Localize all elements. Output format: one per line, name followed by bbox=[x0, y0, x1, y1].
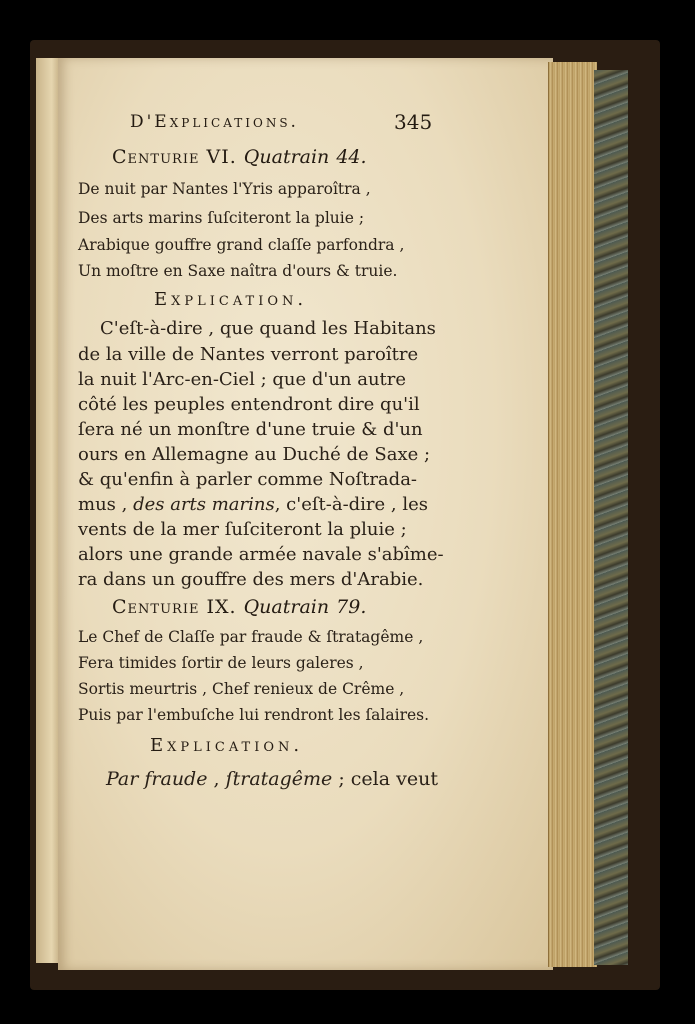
prose-line: ra dans un gouffre des mers d'Arabie. bbox=[78, 569, 424, 590]
section-heading-centurie-vi: Centurie VI. Quatrain 44. bbox=[112, 146, 367, 168]
verse-line: Puis par l'embuſche lui rendront les ſalaires. bbox=[78, 706, 430, 724]
page-block-edges bbox=[548, 62, 597, 967]
running-head: D'Explications. bbox=[130, 112, 299, 132]
prose-line: de la ville de Nantes verront paroître bbox=[78, 344, 419, 365]
prose-line: côté les peuples entendront dire qu'il bbox=[78, 394, 420, 415]
prose-line: & qu'enfin à parler comme Noſtrada- bbox=[78, 469, 418, 490]
explication-title: Explication. bbox=[154, 289, 308, 310]
prose-line: C'eſt-à-dire , que quand les Habitans bbox=[100, 318, 436, 339]
page-number: 345 bbox=[394, 110, 433, 134]
prose-line: alors une grande armée navale s'abîme- bbox=[78, 544, 444, 565]
verse-line: Le Chef de Claſſe par fraude & ſtratagême , bbox=[78, 628, 424, 646]
verse-line: Des arts marins ſuſciteront la pluie ; bbox=[78, 209, 365, 227]
verse-line: Sortis meurtris , Chef renieux de Crême , bbox=[78, 680, 405, 698]
prose-line: ſera né un monſtre d'une truie & d'un bbox=[78, 419, 423, 440]
prose-line-mixed: mus , des arts marins, c'eſt-à-dire , les bbox=[78, 494, 428, 515]
prose-line: la nuit l'Arc-en-Ciel ; que d'un autre bbox=[78, 369, 407, 390]
verse-line: Un moſtre en Saxe naîtra d'ours & truie. bbox=[78, 262, 398, 280]
verse-line: Fera timides ſortir de leurs galeres , bbox=[78, 654, 364, 672]
explication-title: Explication. bbox=[150, 735, 304, 756]
prose-line-mixed: Par fraude , ſtratagême ; cela veut bbox=[106, 768, 438, 790]
marbled-board bbox=[594, 70, 628, 965]
page-header bbox=[130, 110, 433, 138]
prose-line: vents de la mer ſuſciteront la pluie ; bbox=[78, 519, 407, 540]
section-heading-centurie-ix: Centurie IX. Quatrain 79. bbox=[112, 596, 367, 618]
prose-line: ours en Allemagne au Duché de Saxe ; bbox=[78, 444, 431, 465]
verse-line: Arabique gouffre grand claſſe parfondra , bbox=[78, 236, 405, 254]
verse-line: De nuit par Nantes l'Yris apparoîtra , bbox=[78, 180, 371, 198]
